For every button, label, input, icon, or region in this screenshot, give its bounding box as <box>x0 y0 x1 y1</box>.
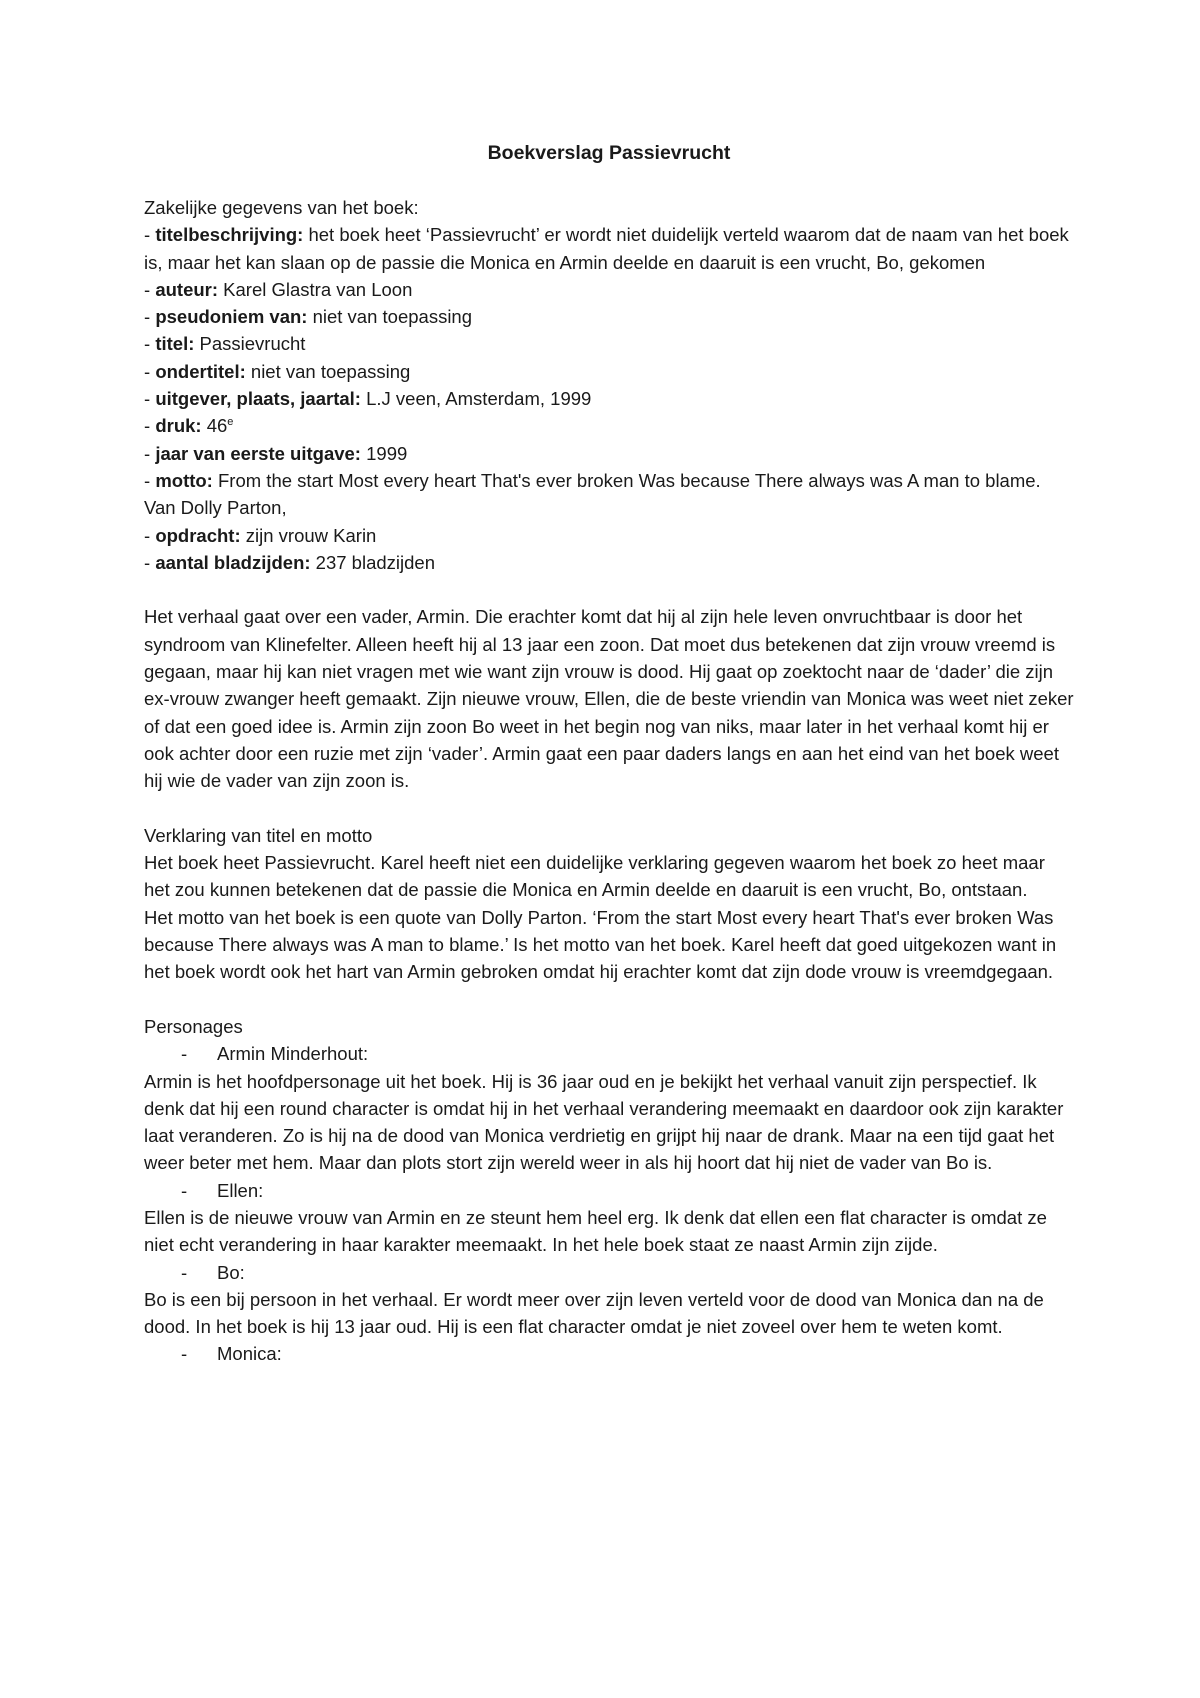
fact-opdracht: - opdracht: zijn vrouw Karin <box>144 524 377 546</box>
characters-heading: Personages <box>144 1015 243 1037</box>
fact-ondertitel: - ondertitel: niet van toepassing <box>144 360 411 382</box>
explanation-motto-paragraph: Het motto van het boek is een quote van Dolly Parton. ‘From the start Most every heart That's ever broken Was because There always was A man to blame.’ Is het motto van het boek. Karel heeft dat goed uitgekozen want in het boek wordt ook het hart van Armin gebroken omdat hij erachter komt dat zijn dode vrouw is vreemdgegaan. <box>144 906 1057 983</box>
fact-label: uitgever, plaats, jaartal: <box>155 388 361 410</box>
spacer <box>144 986 1074 1013</box>
druk-superscript: e <box>227 416 234 429</box>
fact-value: 237 bladzijden <box>310 551 435 573</box>
character-text-armin: Armin is het hoofdpersonage uit het boek. Hij is 36 jaar oud en je bekijkt het verhaal vanuit zijn perspectief. Ik denk dat hij een round character is omdat hij in het verhaal verandering meemaakt en daardoor ook zijn karakter laat veranderen. Zo is hij na de dood van Monica verdrietig en grijpt hij naar de drank. Maar na een tijd gaat het weer beter met hem. Maar dan plots stort zijn wereld weer in als hij hoort dat hij niet de vader van Bo is. <box>144 1070 1064 1174</box>
fact-value: L.J veen, Amsterdam, 1999 <box>360 388 592 410</box>
fact-titelbeschrijving: - titelbeschrijving: het boek heet ‘Passievrucht’ er wordt niet duidelijk verteld waarom dat de naam van het boek is, maar het kan slaan op de passie die Monica en Armin deelde en daaruit is een vrucht, Bo, gekomen <box>144 224 1069 273</box>
character-text-ellen: Ellen is de nieuwe vrouw van Armin en ze steunt hem heel erg. Ik denk dat ellen een flat character is omdat ze niet echt verandering in haar karakter meemaakt. In het hele boek staat ze naast Armin zijn zijde. <box>144 1206 1047 1256</box>
fact-label: jaar van eerste uitgave: <box>155 442 361 464</box>
spacer <box>144 576 1074 603</box>
fact-auteur: - auteur: Karel Glastra van Loon <box>144 278 413 300</box>
fact-uitgever: - uitgever, plaats, jaartal: L.J veen, Amsterdam, 1999 <box>144 388 592 410</box>
fact-value: het boek heet ‘Passievrucht’ er wordt niet duidelijk verteld waarom dat de naam van het boek is, maar het kan slaan op de passie die Monica en Armin deelde en daaruit is een vrucht, Bo, gekomen <box>144 224 1069 273</box>
fact-value: Karel Glastra van Loon <box>218 278 413 300</box>
fact-value: zijn vrouw Karin <box>240 524 377 546</box>
character-name-armin <box>144 1040 1074 1067</box>
character-name-ellen <box>144 1177 1074 1204</box>
fact-pseudoniem: - pseudoniem van: niet van toepassing <box>144 306 473 328</box>
fact-value: niet van toepassing <box>307 306 473 328</box>
fact-label: motto: <box>155 469 213 491</box>
character-name: Monica: <box>217 1343 282 1365</box>
facts-heading: Zakelijke gegevens van het boek: <box>144 197 419 218</box>
character-name-monica <box>144 1340 1074 1367</box>
fact-value: From the start Most every heart That's ever broken Was because There always was A man to blame. Van Dolly Parton, <box>144 469 1041 519</box>
character-name: Armin Minderhout: <box>217 1043 369 1065</box>
character-text-bo: Bo is een bij persoon in het verhaal. Er wordt meer over zijn leven verteld voor de dood van Monica dan na de dood. In het boek is hij 13 jaar oud. Hij is een flat character omdat je niet zoveel over hem te weten komt. <box>144 1288 1044 1338</box>
fact-value: Passievrucht <box>194 333 306 355</box>
fact-eerste-uitgave: - jaar van eerste uitgave: 1999 <box>144 442 408 464</box>
character-name: Bo: <box>217 1261 245 1283</box>
fact-label: opdracht: <box>155 524 241 546</box>
fact-label: titel: <box>155 333 195 355</box>
fact-label: titelbeschrijving: <box>155 224 304 246</box>
spacer <box>144 795 1074 822</box>
document-page <box>144 140 1074 1368</box>
fact-value: niet van toepassing <box>245 360 411 382</box>
summary-paragraph: Het verhaal gaat over een vader, Armin. Die erachter komt dat hij al zijn hele leven onvruchtbaar is door het syndroom van Klinefelter. Alleen heeft hij al 13 jaar een zoon. Dat moet dus betekenen dat zijn vrouw vreemd is gegaan, maar hij kan niet vragen met wie want zijn vrouw is dood. Hij gaat op zoektocht naar de ‘dader’ die zijn ex-vrouw zwanger heeft gemaakt. Zijn nieuwe vrouw, Ellen, die de beste vriendin van Monica was weet niet zeker of dat een goed idee is. Armin zijn zoon Bo weet in het begin nog van niks, maar later in het verhaal komt hij er ook achter door een ruzie met zijn ‘vader’. Armin gaat een paar daders langs en aan het eind van het boek weet hij wie de vader van zijn zoon is. <box>144 606 1074 792</box>
fact-label: druk: <box>155 415 202 437</box>
fact-motto: - motto: From the start Most every heart That's ever broken Was because There always was A man to blame. Van Dolly Parton, <box>144 469 1041 519</box>
list-dash: - <box>181 1261 188 1283</box>
list-dash: - <box>181 1043 188 1065</box>
facts-list <box>144 221 1074 576</box>
fact-druk: - druk: 46e <box>144 415 234 437</box>
fact-label: aantal bladzijden: <box>155 551 311 573</box>
explanation-title-paragraph: Het boek heet Passievrucht. Karel heeft niet een duidelijke verklaring gegeven waarom het boek zo heet maar het zou kunnen betekenen dat de passie die Monica en Armin deelde en daaruit is een vrucht, Bo, ontstaan. <box>144 852 1045 901</box>
character-name: Ellen: <box>217 1179 264 1201</box>
list-dash: - <box>181 1179 188 1201</box>
explanation-heading: Verklaring van titel en motto <box>144 824 373 846</box>
fact-label: pseudoniem van: <box>155 306 308 328</box>
character-name-bo <box>144 1259 1074 1286</box>
fact-label: ondertitel: <box>155 360 246 382</box>
fact-label: auteur: <box>155 278 219 300</box>
document-title: Boekverslag Passievrucht <box>487 142 731 164</box>
list-dash: - <box>181 1343 188 1365</box>
fact-titel: - titel: Passievrucht <box>144 333 306 355</box>
fact-value: 46 <box>201 415 228 437</box>
fact-bladzijden: - aantal bladzijden: 237 bladzijden <box>144 551 435 573</box>
fact-value: 1999 <box>360 442 408 464</box>
